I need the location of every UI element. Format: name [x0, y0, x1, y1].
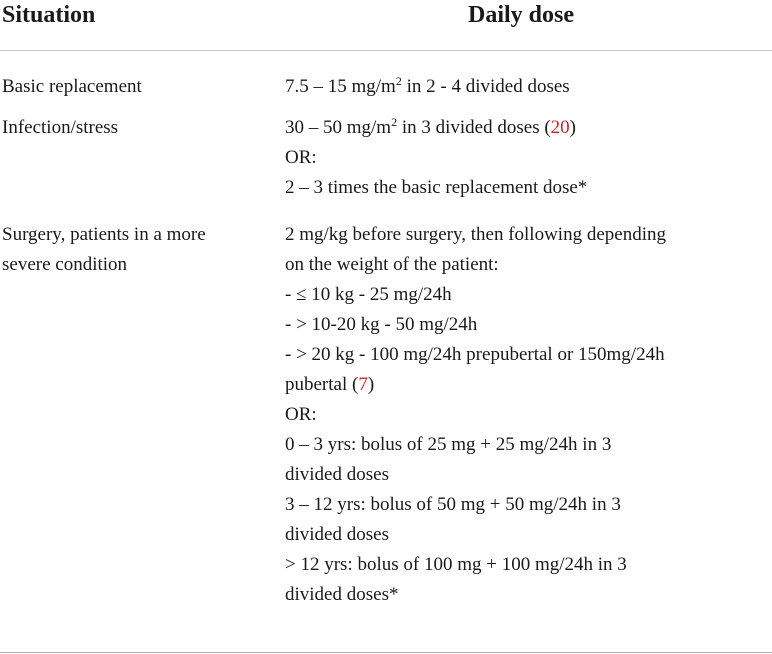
- dose-text: ): [367, 374, 375, 395]
- superscript: 2: [391, 115, 398, 129]
- situation-text: Infection/stress: [2, 117, 119, 138]
- dose-line: - > 10-20 kg - 50 mg/24h: [285, 314, 478, 335]
- dose-line: 2 – 3 times the basic replacement dose*: [285, 177, 588, 198]
- header-situation: Situation: [2, 2, 96, 28]
- dose-text: 7.5 – 15 mg/m: [285, 76, 396, 97]
- dose-text: 30 – 50 mg/m: [285, 117, 392, 138]
- reference-link-7[interactable]: 7: [358, 374, 368, 395]
- header-divider: [0, 50, 772, 51]
- dose-line: on the weight of the patient:: [285, 254, 499, 275]
- table-header: [0, 0, 772, 50]
- reference-link-20[interactable]: 20: [550, 117, 570, 138]
- dose-line: divided doses*: [285, 584, 399, 605]
- dose-line: - > 20 kg - 100 mg/24h prepubertal or 150mg/24h: [285, 344, 665, 365]
- dose-text: ): [569, 117, 576, 138]
- row-basic-dose: [285, 72, 772, 102]
- row-basic-situation: [2, 72, 267, 102]
- dose-line: OR:: [285, 404, 317, 425]
- row-surgery-dose: [285, 220, 772, 610]
- dose-line: - ≤ 10 kg - 25 mg/24h: [285, 284, 452, 305]
- dose-line: 2 mg/kg before surgery, then following depending: [285, 224, 666, 245]
- table-bottom-border: [0, 652, 772, 653]
- header-daily-dose: Daily dose: [468, 2, 575, 28]
- dose-line: 3 – 12 yrs: bolus of 50 mg + 50 mg/24h in 3: [285, 494, 621, 515]
- dose-text: in 3 divided doses (: [397, 117, 551, 138]
- dose-text: pubertal (: [285, 374, 359, 395]
- dose-line: OR:: [285, 147, 317, 168]
- dose-text: in 2 - 4 divided doses: [401, 76, 570, 97]
- dose-line: [285, 113, 772, 143]
- dose-line: [285, 370, 772, 400]
- dose-line: divided doses: [285, 464, 389, 485]
- row-infection-dose: [285, 113, 772, 203]
- situation-text: Surgery, patients in a more: [2, 224, 206, 245]
- dose-line: [285, 72, 772, 102]
- row-surgery-situation: [2, 220, 267, 280]
- row-infection-situation: [2, 113, 267, 143]
- superscript: 2: [395, 74, 402, 88]
- situation-text: severe condition: [2, 254, 128, 275]
- dose-line: > 12 yrs: bolus of 100 mg + 100 mg/24h in 3: [285, 554, 627, 575]
- situation-text: Basic replacement: [2, 76, 142, 97]
- dose-line: divided doses: [285, 524, 389, 545]
- dose-line: 0 – 3 yrs: bolus of 25 mg + 25 mg/24h in 3: [285, 434, 612, 455]
